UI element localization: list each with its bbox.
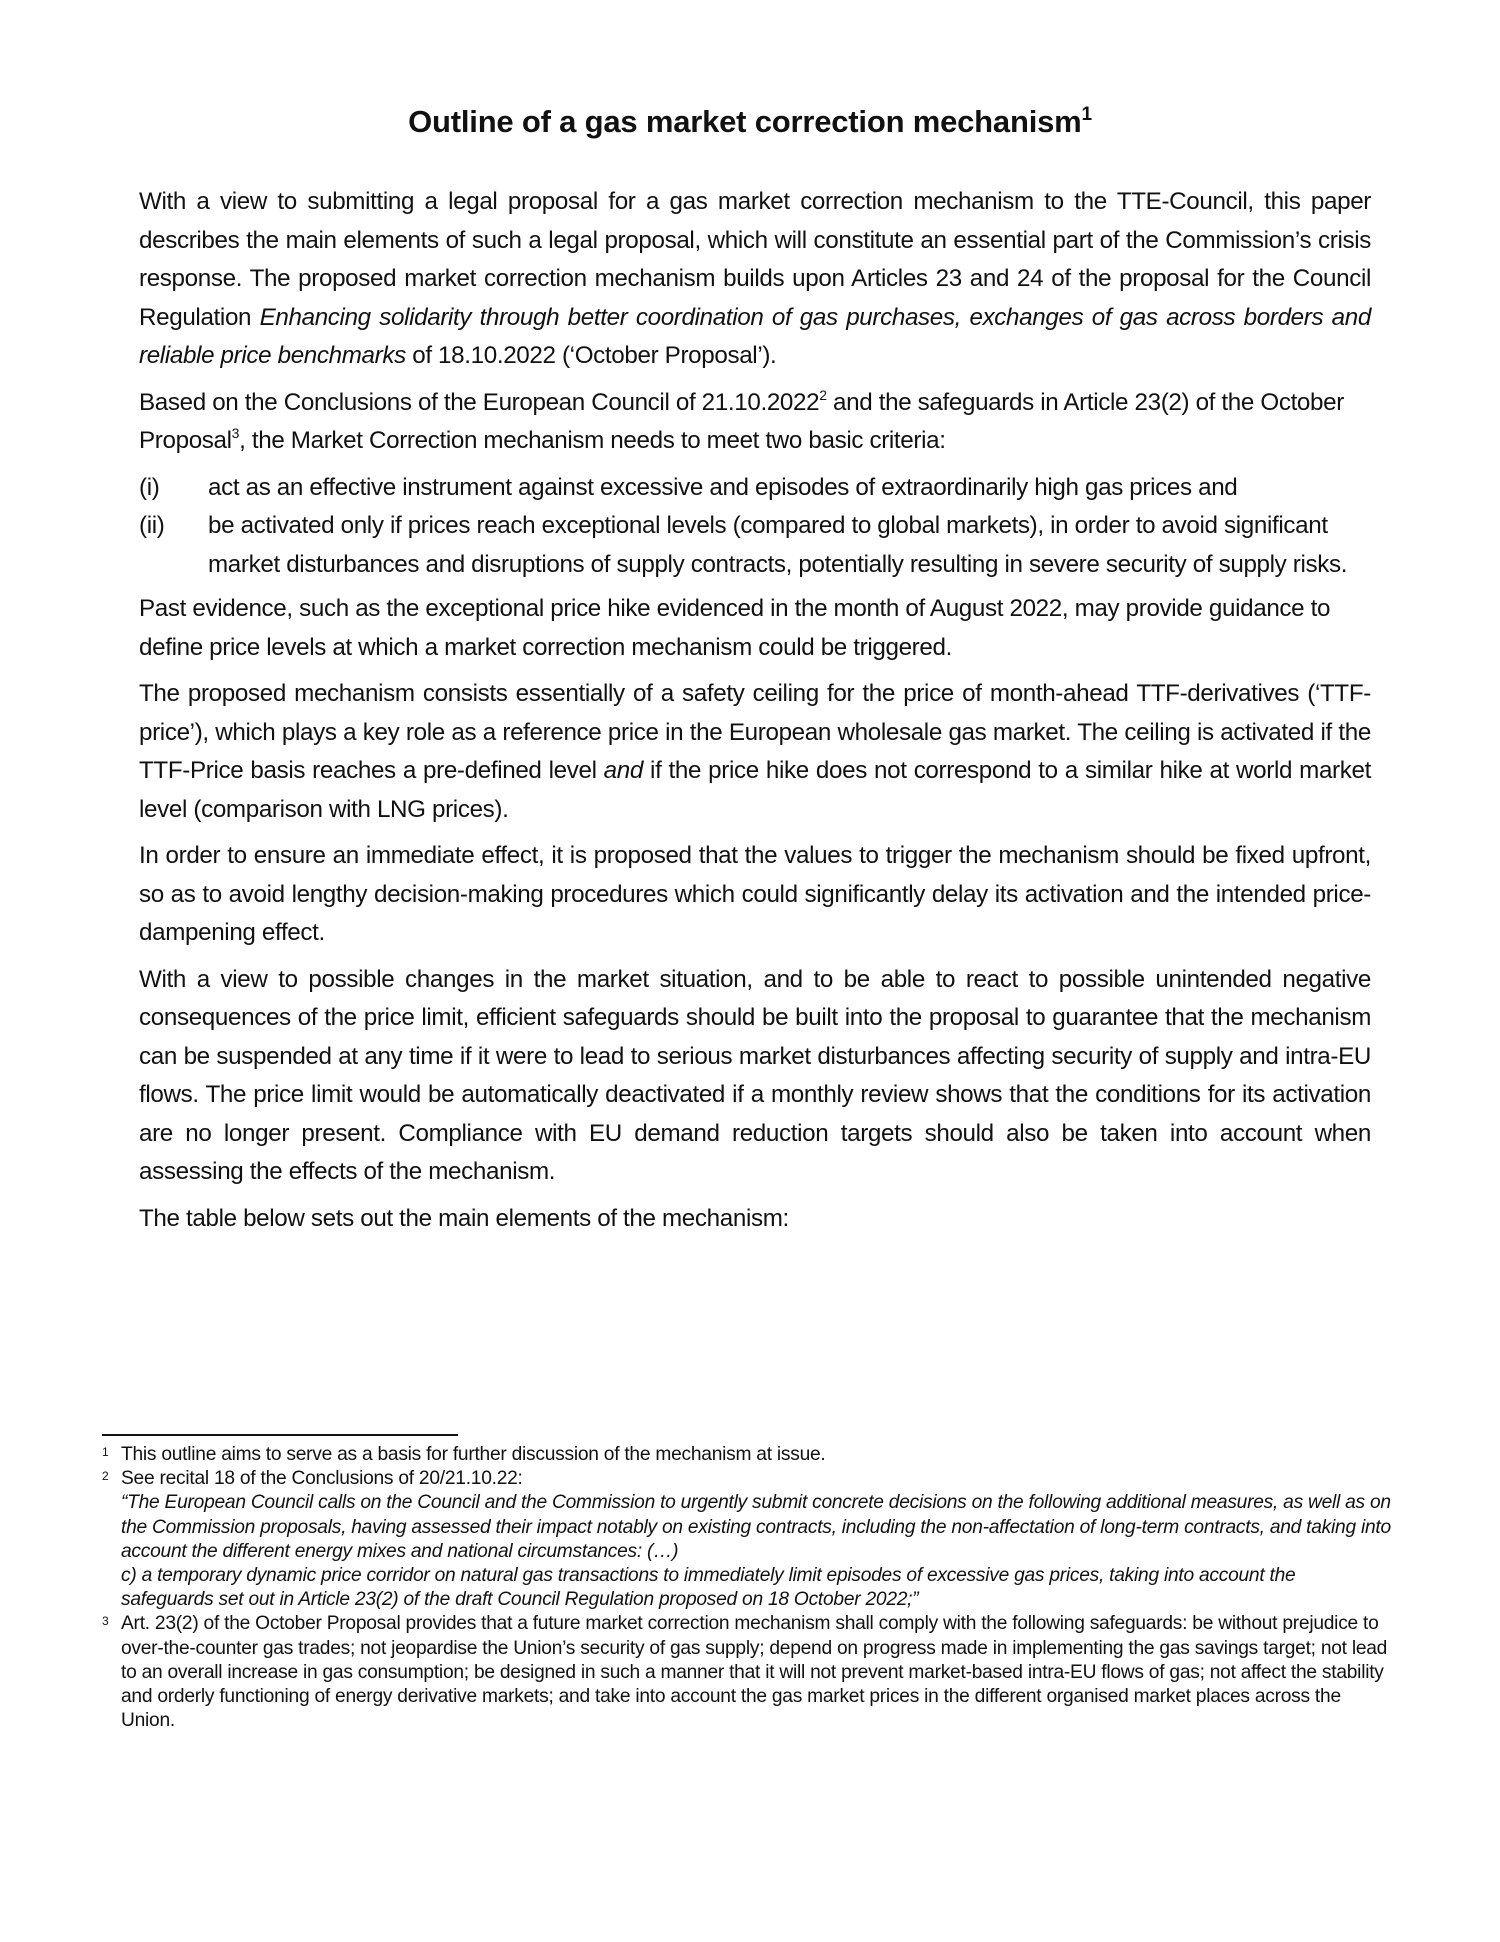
criteria-text: act as an effective instrument against excessive and episodes of extraordinarily high gas prices and: [208, 473, 1238, 501]
footnote-separator: [102, 1434, 458, 1436]
paragraph-criteria-intro: Based on the Conclusions of the European Council of 21.10.2022$^2$ and the safeguards in Article 23(2) of the October Proposal$^3$, the Market Correction mechanism needs to meet two basic criteria:: [139, 386, 1344, 454]
document-body: [139, 183, 1371, 1246]
criteria-item: [139, 469, 1371, 508]
document-title: [0, 104, 1500, 140]
footnote-ref-1[interactable]: 1: [1081, 104, 1092, 125]
criteria-text: be activated only if prices reach exceptional levels (compared to global markets), in order to avoid significant market disturbances and disruptions of supply contracts, potentially resulting in severe security of supply risks.: [208, 512, 1348, 578]
criteria-list: [139, 469, 1371, 585]
footnote-ref-2[interactable]: 2: [819, 386, 827, 403]
footnote-number: 3: [102, 1614, 109, 1629]
footnote-ref-3[interactable]: 3: [231, 425, 240, 441]
paragraph-immediate-effect: In order to ensure an immediate effect, it is proposed that the values to trigger the mechanism should be fixed upfront, so as to avoid lengthy decision-making procedures which could significantly delay its activation and the intended price-dampening effect.: [139, 842, 1371, 946]
footnote-1: 1 This outline aims to serve as a basis for further discussion of the mechanism at issue.: [102, 1443, 1392, 1467]
paragraph-intro: With a view to submitting a legal proposal for a gas market correction mechanism to the TTE-Council, this paper describes the main elements of such a legal proposal, which will constitute an essential part of the Commission’s crisis response. The proposed market correction mechanism builds upon Articles 23 and 24 of the proposal for the Council Regulation Enhancing solidarity through better coordination of gas purchases, exchanges of gas across borders and reliable price benchmarks of 18.10.2022 (‘October Proposal’).: [139, 188, 1371, 369]
footnote-2: 2 See recital 18 of the Conclusions of 20/21.10.22: “The European Council calls on the Council and the Commission to urgently submit concrete decisions on the following additional measures, as well as on the Commission proposals, having assessed their impact notably on existing contracts, including the non-affectation of long-term contracts, and taking into account the different energy mixes and national circumstances: (…) c) a temporary dynamic price corridor on natural gas transactions to immediately limit episodes of excessive gas prices, taking into account the safeguards set out in Article 23(2) of the draft Council Regulation proposed on 18 October 2022;”: [102, 1467, 1392, 1612]
paragraph-table-intro: The table below sets out the main elements of the mechanism:: [139, 1204, 789, 1232]
footnote-number: 2: [102, 1469, 109, 1484]
regulation-title: Enhancing solidarity through better coordination of gas purchases, exchanges of gas across borders and reliable price benchmarks: [139, 303, 1371, 369]
paragraph-past-evidence: Past evidence, such as the exceptional price hike evidenced in the month of August 2022, may provide guidance to define price levels at which a market correction mechanism could be triggered.: [139, 595, 1331, 661]
criteria-item: [139, 507, 1371, 584]
footnotes: [102, 1443, 1392, 1733]
criteria-number: (ii): [139, 512, 165, 539]
paragraph-safeguards: With a view to possible changes in the market situation, and to be able to react to possible unintended negative consequences of the price limit, efficient safeguards should be built into the proposal to guarantee that the mechanism can be suspended at any time if it were to lead to serious market disturbances affecting security of supply and intra-EU flows. The price limit would be automatically deactivated if a monthly review shows that the conditions for its activation are no longer present. Compliance with EU demand reduction targets should also be taken into account when assessing the effects of the mechanism.: [139, 965, 1371, 1185]
footnote-quote: c) a temporary dynamic price corridor on natural gas transactions to immediately limit episodes of excessive gas prices, taking into account the safeguards set out in Article 23(2) of the draft Council Regulation proposed on 18 October 2022;”: [121, 1565, 1296, 1611]
title-text: Outline of a gas market correction mechanism: [408, 104, 1082, 139]
footnote-3: 3 Art. 23(2) of the October Proposal provides that a future market correction mechanism shall comply with the following safeguards: be without prejudice to over-the-counter gas trades; not jeopardise the Union’s security of gas supply; depend on progress made in implementing the gas savings target; not lead to an overall increase in gas consumption; be designed in such a manner that it will not prevent market-based intra-EU flows of gas; not affect the stability and orderly functioning of energy derivative markets; and take into account the gas market prices in the different organised market places across the Union.: [102, 1612, 1392, 1733]
footnote-quote: “The European Council calls on the Council and the Commission to urgently submit concrete decisions on the following additional measures, as well as on the Commission proposals, having assessed their impact notably on existing contracts, including the non-affectation of long-term contracts, and taking into account the different energy mixes and national circumstances: (…): [121, 1492, 1391, 1562]
criteria-number: (i): [139, 473, 160, 501]
footnote-number: 1: [102, 1445, 109, 1459]
paragraph-mechanism: The proposed mechanism consists essentially of a safety ceiling for the price of month-ahead TTF-derivatives (‘TTF-price’), which plays a key role as a reference price in the European wholesale gas market. The ceiling is activated if the TTF-Price basis reaches a pre-defined level and if the price hike does not correspond to a similar hike at world market level (comparison with LNG prices).: [139, 680, 1371, 823]
